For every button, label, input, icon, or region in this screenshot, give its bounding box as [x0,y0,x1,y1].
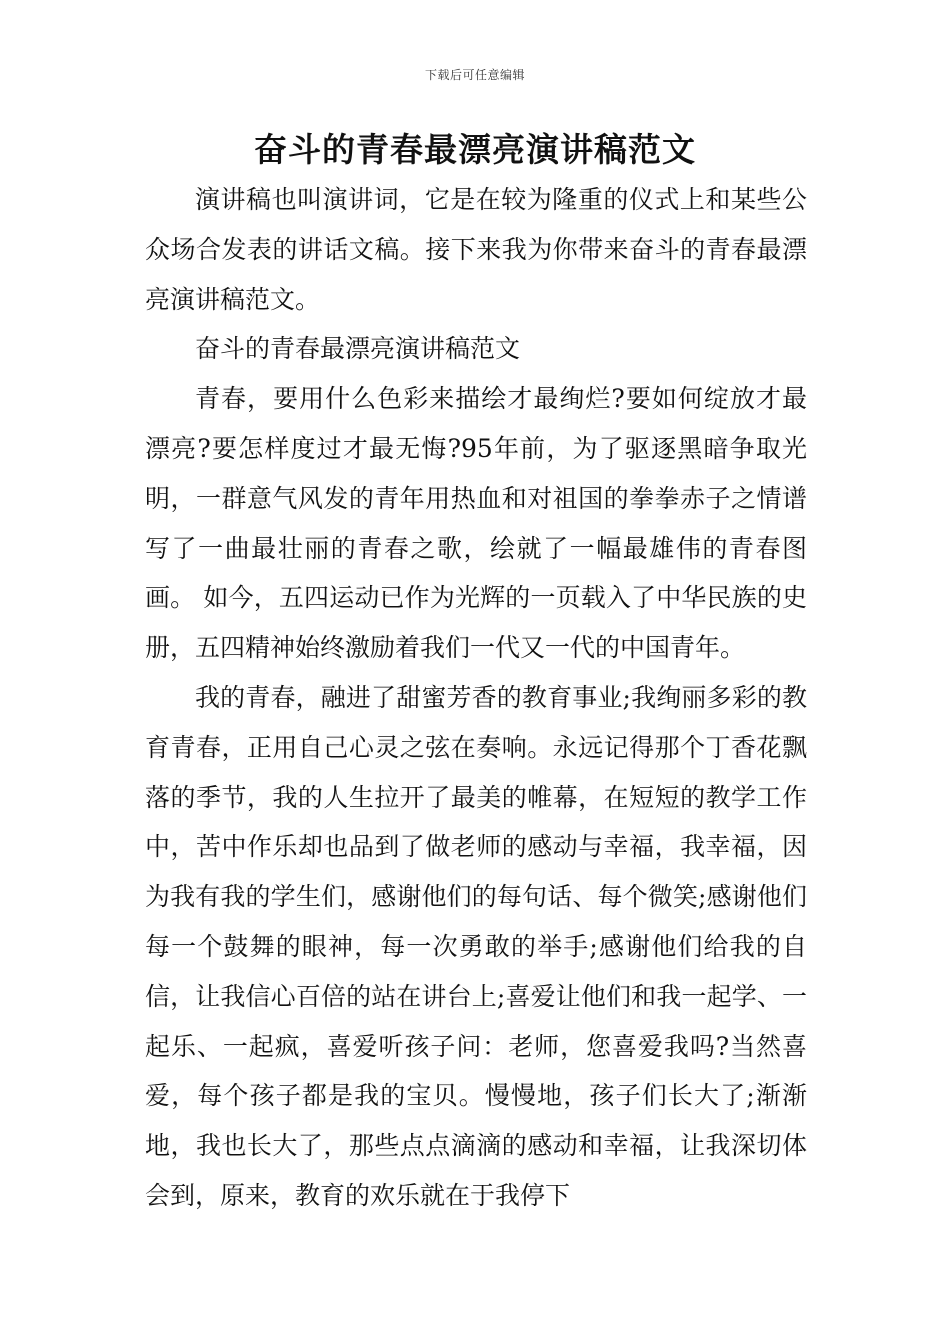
paragraph-subtitle: 奋斗的青春最漂亮演讲稿范文 [195,334,521,364]
paragraph-youth: 青春，要用什么色彩来描绘才最绚烂?要如何绽放才最漂亮?要怎样度过才最无悔?95年前，为了驱逐黑暗争取光明，一群意气风发的青年用热血和对祖国的拳拳赤子之情谱写了一曲最壮丽的青春之歌，绘就了一幅最雄伟的青春图画。 如今，五四运动已作为光辉的一页载入了中华民族的史册，五四精神始终激励着我们一代又一代的中国青年。 [145,384,807,663]
document-title: 奋斗的青春最漂亮演讲稿范文 [254,130,696,169]
paragraph-teaching: 我的青春，融进了甜蜜芳香的教育事业;我绚丽多彩的教育青春，正用自己心灵之弦在奏响。永远记得那个丁香花飘落的季节，我的人生拉开了最美的帷幕，在短短的教学工作中，苦中作乐却也品到了做老师的感动与幸福，我幸福，因为我有我的学生们，感谢他们的每句话、每个微笑;感谢他们每一个鼓舞的眼神，每一次勇敢的举手;感谢他们给我的自信，让我信心百倍的站在讲台上;喜爱让他们和我一起学、一起乐、一起疯，喜爱听孩子问：老师，您喜爱我吗?当然喜爱，每个孩子都是我的宝贝。慢慢地，孩子们长大了;渐渐地，我也长大了，那些点点滴滴的感动和幸福，让我深切体会到，原来，教育的欢乐就在于我停下 [145,682,807,1210]
header-note: 下载后可任意编辑 [424,68,525,82]
paragraph-intro: 演讲稿也叫演讲词，它是在较为隆重的仪式上和某些公众场合发表的讲话文稿。接下来我为你带来奋斗的青春最漂亮演讲稿范文。 [145,185,807,314]
document-body [145,175,807,1221]
